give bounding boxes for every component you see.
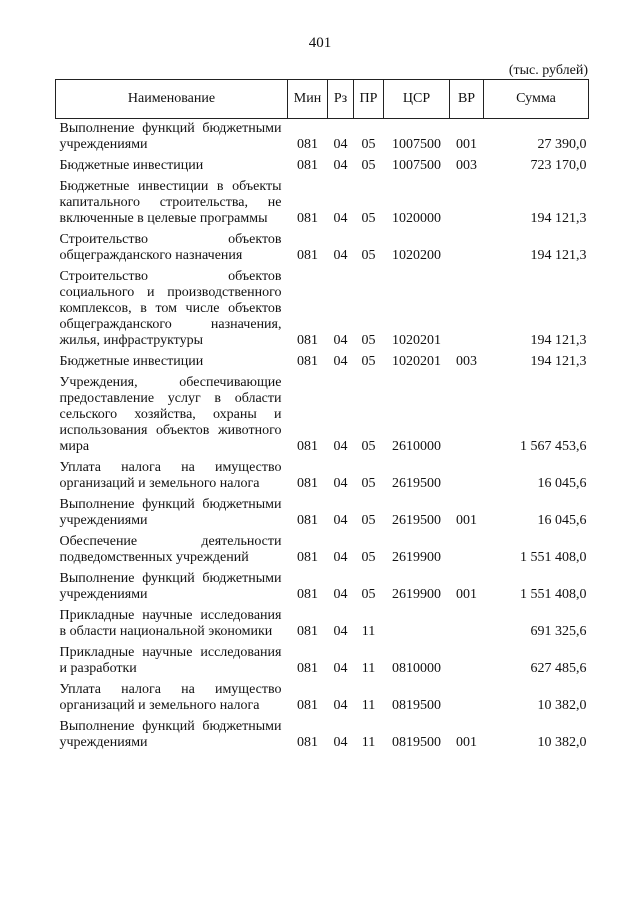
cell-csr: 2619500 — [392, 476, 441, 491]
cell-csr: 1007500 — [392, 137, 441, 152]
cell-sum: 627 485,6 — [530, 661, 587, 676]
cell-min: 081 — [297, 513, 318, 528]
cell-pr: 05 — [361, 211, 376, 226]
cell-name: Выполнение функций бюджетными учреждениями — [59, 497, 282, 528]
cell-pr: 05 — [361, 248, 376, 263]
cell-pr: 05 — [361, 550, 376, 565]
cell-min: 081 — [297, 698, 318, 713]
table-row — [56, 680, 589, 717]
cell-pr: 05 — [361, 439, 376, 454]
cell-vr: 003 — [456, 354, 477, 369]
cell-vr — [450, 680, 484, 717]
cell-name: Обеспечение деятельности подведомственных учреждений — [59, 534, 282, 565]
cell-csr: 1020201 — [392, 354, 441, 369]
table-row — [56, 532, 589, 569]
cell-name: Уплата налога на имущество организаций и земельного налога — [59, 460, 282, 491]
cell-vr: 001 — [456, 735, 477, 750]
cell-sum: 723 170,0 — [530, 158, 587, 173]
header-csr: ЦСР — [384, 80, 450, 119]
page-number: 401 — [308, 35, 332, 51]
cell-rz: 04 — [333, 624, 348, 639]
header-vr: ВР — [450, 80, 484, 119]
header-pr: ПР — [354, 80, 384, 119]
cell-sum: 27 390,0 — [537, 137, 587, 152]
table-row — [56, 495, 589, 532]
cell-pr: 05 — [361, 137, 376, 152]
cell-pr: 11 — [361, 735, 376, 750]
cell-min: 081 — [297, 624, 318, 639]
cell-csr: 2610000 — [392, 439, 441, 454]
cell-rz: 04 — [333, 661, 348, 676]
cell-sum: 1 567 453,6 — [520, 439, 587, 454]
cell-sum: 16 045,6 — [537, 476, 587, 491]
cell-name: Строительство объектов общегражданского назначения — [59, 232, 282, 263]
cell-rz: 04 — [333, 354, 348, 369]
header-min: Мин — [288, 80, 328, 119]
cell-sum: 691 325,6 — [530, 624, 587, 639]
cell-vr — [450, 643, 484, 680]
cell-csr: 1020000 — [392, 211, 441, 226]
cell-csr: 2619500 — [392, 513, 441, 528]
cell-rz: 04 — [333, 137, 348, 152]
table-row — [56, 643, 589, 680]
cell-name: Выполнение функций бюджетными учреждениями — [59, 719, 282, 750]
cell-name: Уплата налога на имущество организаций и земельного налога — [59, 682, 282, 713]
cell-rz: 04 — [333, 211, 348, 226]
cell-rz: 04 — [333, 158, 348, 173]
table-row — [56, 352, 589, 373]
cell-csr: 2619900 — [392, 550, 441, 565]
cell-sum: 194 121,3 — [530, 211, 587, 226]
cell-vr — [450, 373, 484, 458]
cell-csr: 0819500 — [392, 698, 441, 713]
header-sum: Сумма — [484, 80, 589, 119]
cell-rz: 04 — [333, 333, 348, 348]
cell-min: 081 — [297, 735, 318, 750]
header-name: Наименование — [56, 80, 288, 119]
table-body — [56, 119, 589, 755]
header-rz: Рз — [328, 80, 354, 119]
cell-sum: 194 121,3 — [530, 354, 587, 369]
cell-rz: 04 — [333, 439, 348, 454]
cell-sum: 1 551 408,0 — [520, 587, 587, 602]
table-row — [56, 717, 589, 754]
cell-sum: 10 382,0 — [537, 698, 587, 713]
cell-csr — [384, 606, 450, 643]
cell-min: 081 — [297, 211, 318, 226]
table-row — [56, 119, 589, 157]
cell-csr: 0819500 — [392, 735, 441, 750]
cell-min: 081 — [297, 439, 318, 454]
table-row — [56, 606, 589, 643]
cell-min: 081 — [297, 476, 318, 491]
cell-sum: 10 382,0 — [537, 735, 587, 750]
cell-csr: 1020200 — [392, 248, 441, 263]
cell-min: 081 — [297, 354, 318, 369]
cell-rz: 04 — [333, 698, 348, 713]
cell-min: 081 — [297, 661, 318, 676]
cell-pr: 11 — [361, 698, 376, 713]
cell-name: Бюджетные инвестиции в объекты капитального строительства, не включенные в целевые программы — [59, 179, 282, 226]
table-row — [56, 569, 589, 606]
budget-table — [55, 79, 589, 754]
cell-pr: 11 — [361, 624, 376, 639]
cell-csr: 1007500 — [392, 158, 441, 173]
cell-name: Учреждения, обеспечивающие предоставление услуг в области сельского хозяйства, охраны и использования объектов животного мира — [59, 375, 282, 454]
cell-min: 081 — [297, 137, 318, 152]
cell-vr — [450, 177, 484, 230]
cell-sum: 1 551 408,0 — [520, 550, 587, 565]
cell-vr — [450, 267, 484, 352]
cell-name: Строительство объектов социального и производственного комплексов, в том числе объектов общегражданского назначения, жилья, инфраструктуры — [59, 269, 282, 348]
cell-vr — [450, 458, 484, 495]
cell-name: Бюджетные инвестиции — [59, 158, 204, 173]
cell-rz: 04 — [333, 476, 348, 491]
cell-sum: 194 121,3 — [530, 333, 587, 348]
cell-name: Прикладные научные исследования в области национальной экономики — [59, 608, 282, 639]
cell-rz: 04 — [333, 587, 348, 602]
cell-rz: 04 — [333, 550, 348, 565]
cell-min: 081 — [297, 587, 318, 602]
cell-pr: 05 — [361, 513, 376, 528]
cell-pr: 05 — [361, 158, 376, 173]
table-row — [56, 458, 589, 495]
cell-name: Бюджетные инвестиции — [59, 354, 204, 369]
cell-pr: 05 — [361, 587, 376, 602]
cell-vr — [450, 532, 484, 569]
cell-pr: 05 — [361, 333, 376, 348]
cell-vr — [450, 230, 484, 267]
cell-vr — [450, 606, 484, 643]
cell-min: 081 — [297, 333, 318, 348]
cell-min: 081 — [297, 248, 318, 263]
cell-name: Прикладные научные исследования и разработки — [59, 645, 282, 676]
cell-sum: 16 045,6 — [537, 513, 587, 528]
cell-rz: 04 — [333, 513, 348, 528]
cell-csr: 1020201 — [392, 333, 441, 348]
table-row — [56, 230, 589, 267]
table-row — [56, 373, 589, 458]
cell-pr: 05 — [361, 476, 376, 491]
cell-min: 081 — [297, 550, 318, 565]
cell-pr: 05 — [361, 354, 376, 369]
cell-name: Выполнение функций бюджетными учреждениями — [59, 571, 282, 602]
cell-min: 081 — [297, 158, 318, 173]
cell-rz: 04 — [333, 248, 348, 263]
cell-sum: 194 121,3 — [530, 248, 587, 263]
cell-name: Выполнение функций бюджетными учреждениями — [59, 121, 282, 152]
cell-vr: 003 — [456, 158, 477, 173]
cell-vr: 001 — [456, 137, 477, 152]
cell-csr: 0810000 — [392, 661, 441, 676]
table-row — [56, 267, 589, 352]
cell-vr: 001 — [456, 587, 477, 602]
cell-pr: 11 — [361, 661, 376, 676]
table-row — [56, 177, 589, 230]
unit-note: (тыс. рублей) — [508, 63, 588, 78]
cell-rz: 04 — [333, 735, 348, 750]
cell-csr: 2619900 — [392, 587, 441, 602]
table-row — [56, 156, 589, 177]
table-header — [56, 80, 589, 119]
cell-vr: 001 — [456, 513, 477, 528]
